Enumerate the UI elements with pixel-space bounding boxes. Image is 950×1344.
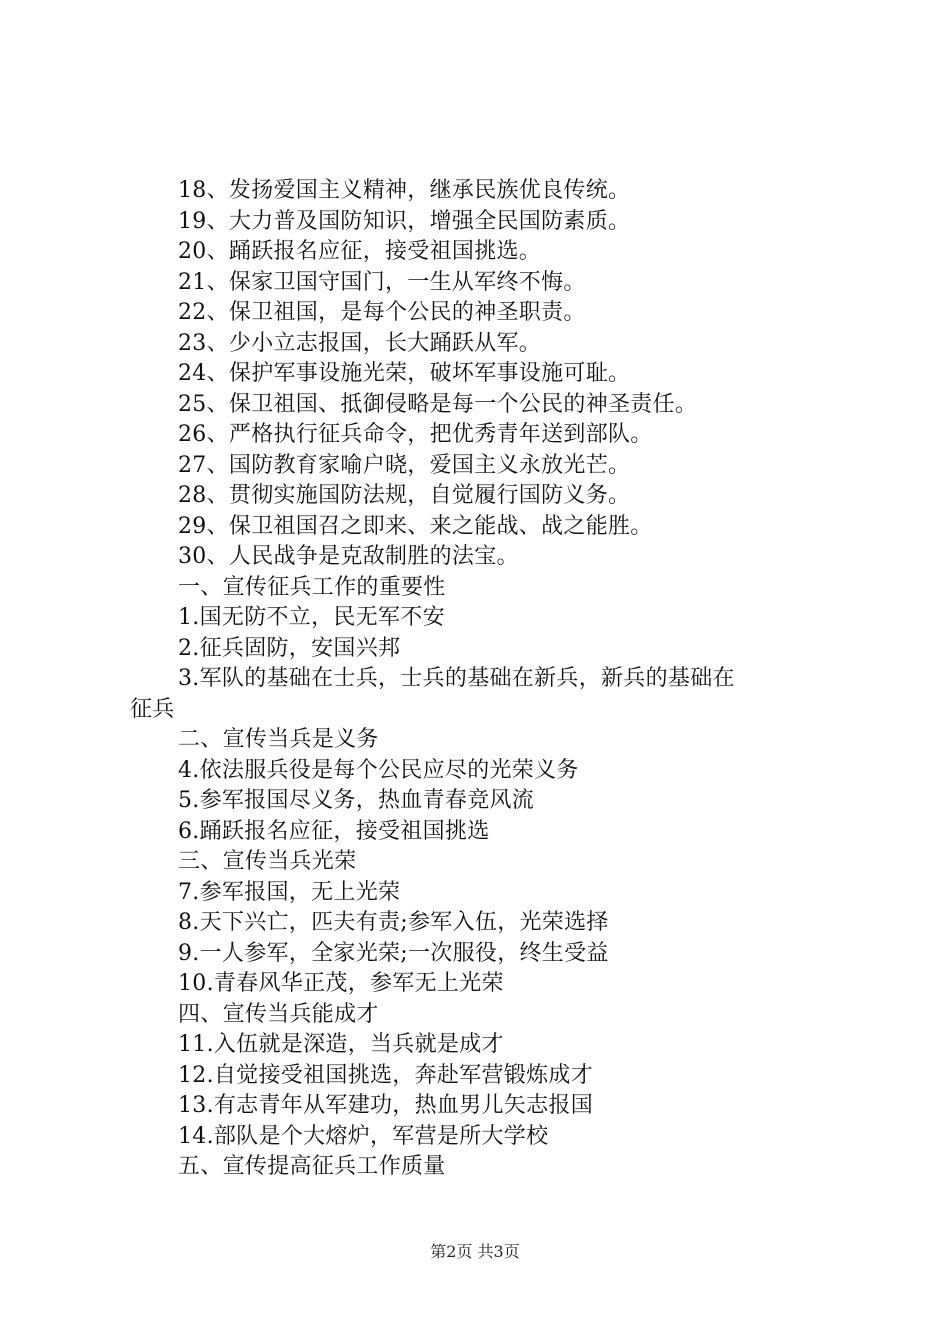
slogan-line: 12.自觉接受祖国挑选，奔赴军营锻炼成才 xyxy=(178,1062,593,1088)
slogan-line: 5.参军报国尽义务，热血青春竞风流 xyxy=(178,788,535,813)
slogan-line-continuation: 征兵 xyxy=(130,696,175,722)
slogan-line: 13.有志青年从军建功，热血男儿矢志报国 xyxy=(178,1093,593,1118)
slogan-line: 19、大力普及国防知识，增强全民国防素质。 xyxy=(178,208,631,234)
section-heading: 二、宣传当兵是义务 xyxy=(178,727,379,752)
slogan-line: 30、人民战争是克敌制胜的法宝。 xyxy=(178,544,519,569)
slogan-line: 25、保卫祖国、抵御侵略是每一个公民的神圣责任。 xyxy=(178,391,698,417)
section-heading: 一、宣传征兵工作的重要性 xyxy=(178,574,446,600)
slogan-line: 22、保卫祖国，是每个公民的神圣职责。 xyxy=(178,300,586,325)
slogan-line: 23、少小立志报国，长大踊跃从军。 xyxy=(178,330,542,356)
slogan-line: 2.征兵固防，安国兴邦 xyxy=(178,635,401,661)
slogan-line: 20、踊跃报名应征，接受祖国挑选。 xyxy=(178,239,542,264)
slogan-line: 9.一人参军，全家光荣;一次服役，终生受益 xyxy=(178,940,609,966)
section-heading: 三、宣传当兵光荣 xyxy=(178,849,357,874)
slogan-line: 27、国防教育家喻户晓，爱国主义永放光芒。 xyxy=(178,452,631,478)
slogan-line: 4.依法服兵役是每个公民应尽的光荣义务 xyxy=(178,757,579,783)
slogan-line: 10.青春风华正茂，参军无上光荣 xyxy=(178,971,504,996)
slogan-line: 18、发扬爱国主义精神，继承民族优良传统。 xyxy=(178,178,631,203)
slogan-line: 8.天下兴亡，匹夫有责;参军入伍，光荣选择 xyxy=(178,910,609,935)
slogan-line: 14.部队是个大熔炉，军营是所大学校 xyxy=(178,1123,549,1149)
slogan-line: 24、保护军事设施光荣，破坏军事设施可耻。 xyxy=(178,361,631,386)
slogan-line: 29、保卫祖国召之即来、来之能战、战之能胜。 xyxy=(178,513,653,539)
slogan-line: 3.军队的基础在士兵，士兵的基础在新兵，新兵的基础在 xyxy=(178,666,735,691)
slogan-line: 7.参军报国，无上光荣 xyxy=(178,879,401,905)
slogan-line: 11.入伍就是深造，当兵就是成才 xyxy=(178,1032,504,1057)
slogan-line: 6.踊跃报名应征，接受祖国挑选 xyxy=(178,818,490,844)
slogan-line: 1.国无防不立，民无军不安 xyxy=(178,605,445,630)
section-heading: 五、宣传提高征兵工作质量 xyxy=(178,1154,446,1179)
slogan-line: 26、严格执行征兵命令，把优秀青年送到部队。 xyxy=(178,422,653,447)
slogan-line: 28、贯彻实施国防法规，自觉履行国防义务。 xyxy=(178,483,631,508)
section-heading: 四、宣传当兵能成才 xyxy=(178,1001,379,1027)
document-body xyxy=(130,176,830,1183)
slogan-line: 21、保家卫国守国门，一生从军终不悔。 xyxy=(178,269,586,295)
page-number-footer: 第2页 共3页 xyxy=(430,1242,520,1261)
